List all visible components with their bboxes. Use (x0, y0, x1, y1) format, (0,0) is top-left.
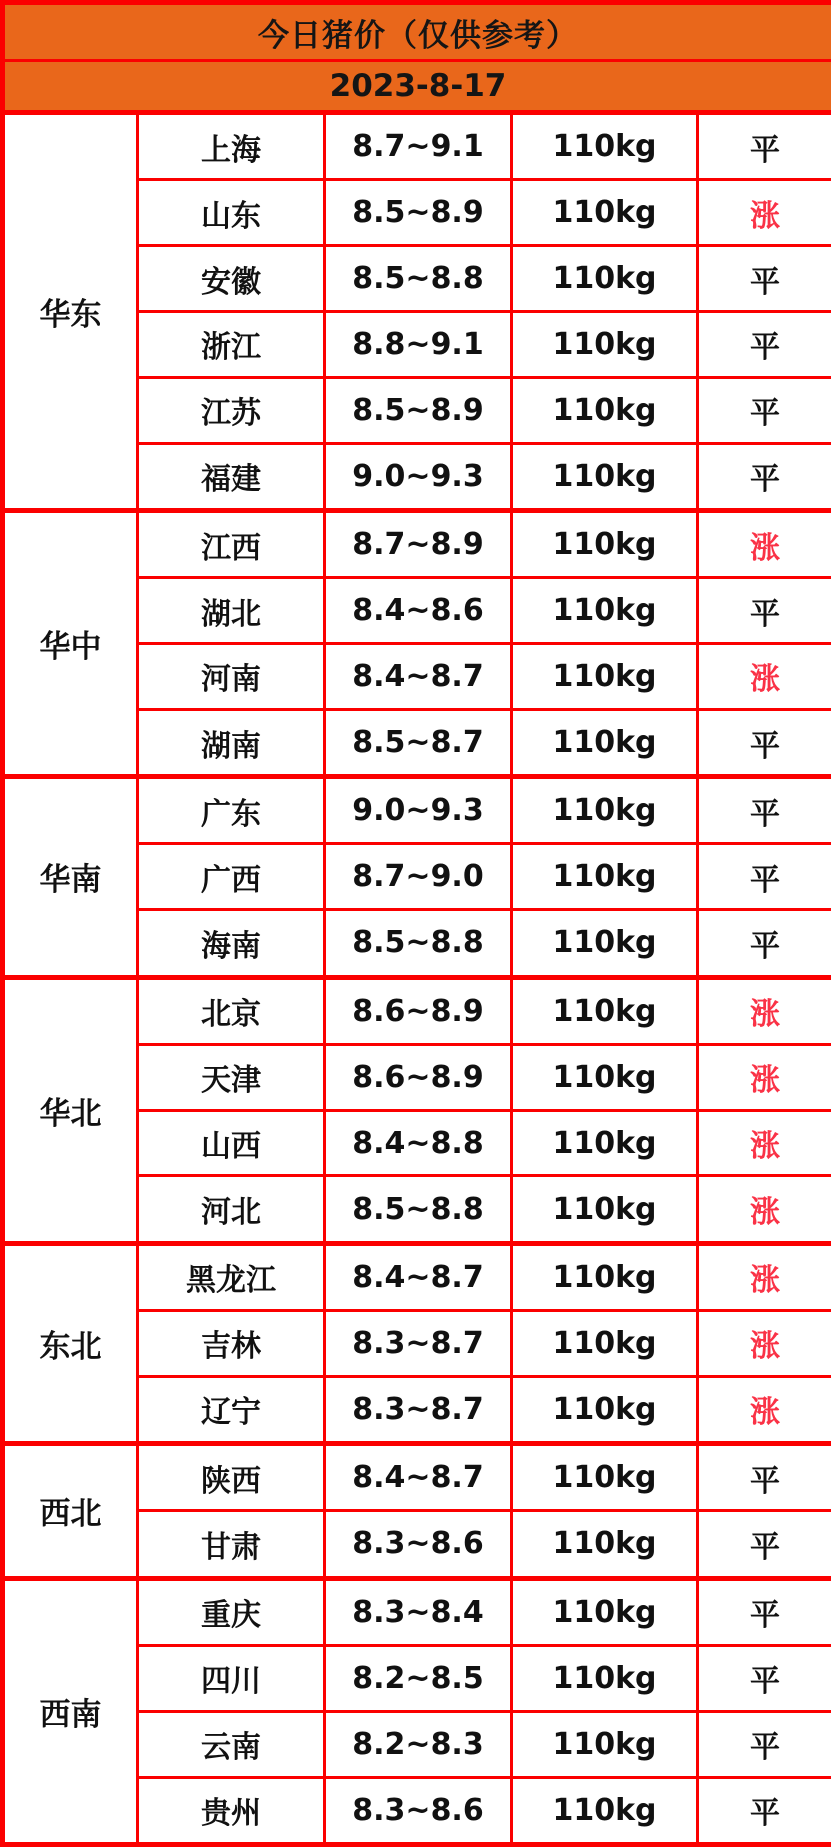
price-cell: 8.4~8.7 (325, 644, 512, 710)
province-cell: 江西 (138, 510, 325, 577)
province-cell: 北京 (138, 977, 325, 1044)
date-label: 2023-8-17 (3, 61, 831, 113)
price-cell: 8.7~8.9 (325, 510, 512, 577)
price-cell: 8.5~8.8 (325, 246, 512, 312)
price-cell: 8.5~8.8 (325, 910, 512, 977)
weight-cell: 110kg (512, 1711, 698, 1777)
province-cell: 广东 (138, 777, 325, 844)
status-cell: 平 (698, 844, 831, 910)
price-cell: 9.0~9.3 (325, 443, 512, 510)
weight-cell: 110kg (512, 1777, 698, 1844)
status-cell: 涨 (698, 1376, 831, 1443)
weight-cell: 110kg (512, 1176, 698, 1243)
price-cell: 8.5~8.8 (325, 1176, 512, 1243)
status-cell: 涨 (698, 180, 831, 246)
weight-cell: 110kg (512, 1444, 698, 1511)
province-cell: 河南 (138, 644, 325, 710)
price-cell: 8.5~8.7 (325, 709, 512, 776)
price-cell: 8.8~9.1 (325, 311, 512, 377)
status-cell: 涨 (698, 1110, 831, 1176)
price-cell: 8.5~8.9 (325, 180, 512, 246)
status-cell: 平 (698, 910, 831, 977)
province-cell: 上海 (138, 113, 325, 180)
page-title: 今日猪价（仅供参考） (3, 3, 831, 61)
province-cell: 天津 (138, 1044, 325, 1110)
title-row (3, 3, 831, 61)
province-cell: 山西 (138, 1110, 325, 1176)
status-cell: 平 (698, 113, 831, 180)
weight-cell: 110kg (512, 377, 698, 443)
price-table-body (3, 113, 831, 1845)
status-cell: 平 (698, 443, 831, 510)
weight-cell: 110kg (512, 1110, 698, 1176)
price-cell: 8.4~8.7 (325, 1444, 512, 1511)
province-cell: 山东 (138, 180, 325, 246)
status-cell: 涨 (698, 510, 831, 577)
status-cell: 平 (698, 709, 831, 776)
province-cell: 安徽 (138, 246, 325, 312)
price-cell: 9.0~9.3 (325, 777, 512, 844)
province-cell: 湖南 (138, 709, 325, 776)
price-cell: 8.7~9.1 (325, 113, 512, 180)
province-cell: 辽宁 (138, 1376, 325, 1443)
table-row (3, 510, 831, 577)
price-cell: 8.5~8.9 (325, 377, 512, 443)
table-row (3, 113, 831, 180)
weight-cell: 110kg (512, 844, 698, 910)
price-cell: 8.6~8.9 (325, 977, 512, 1044)
price-cell: 8.3~8.4 (325, 1578, 512, 1645)
province-cell: 湖北 (138, 578, 325, 644)
status-cell: 涨 (698, 1310, 831, 1376)
status-cell: 平 (698, 1711, 831, 1777)
price-cell: 8.6~8.9 (325, 1044, 512, 1110)
weight-cell: 110kg (512, 113, 698, 180)
weight-cell: 110kg (512, 578, 698, 644)
weight-cell: 110kg (512, 1310, 698, 1376)
weight-cell: 110kg (512, 510, 698, 577)
province-cell: 黑龙江 (138, 1243, 325, 1310)
status-cell: 涨 (698, 1044, 831, 1110)
weight-cell: 110kg (512, 1645, 698, 1711)
region-cell: 西南 (3, 1578, 138, 1844)
weight-cell: 110kg (512, 1243, 698, 1310)
province-cell: 四川 (138, 1645, 325, 1711)
region-cell: 华北 (3, 977, 138, 1243)
status-cell: 平 (698, 1645, 831, 1711)
weight-cell: 110kg (512, 977, 698, 1044)
price-cell: 8.4~8.6 (325, 578, 512, 644)
weight-cell: 110kg (512, 246, 698, 312)
status-cell: 平 (698, 578, 831, 644)
weight-cell: 110kg (512, 311, 698, 377)
price-cell: 8.4~8.7 (325, 1243, 512, 1310)
province-cell: 江苏 (138, 377, 325, 443)
weight-cell: 110kg (512, 777, 698, 844)
date-row (3, 61, 831, 113)
province-cell: 浙江 (138, 311, 325, 377)
status-cell: 平 (698, 246, 831, 312)
table-row (3, 1444, 831, 1511)
status-cell: 涨 (698, 977, 831, 1044)
price-cell: 8.2~8.5 (325, 1645, 512, 1711)
region-cell: 东北 (3, 1243, 138, 1443)
weight-cell: 110kg (512, 1578, 698, 1645)
region-cell: 西北 (3, 1444, 138, 1579)
province-cell: 甘肃 (138, 1511, 325, 1578)
province-cell: 吉林 (138, 1310, 325, 1376)
status-cell: 平 (698, 1511, 831, 1578)
table-row (3, 977, 831, 1044)
price-cell: 8.3~8.6 (325, 1777, 512, 1844)
weight-cell: 110kg (512, 1511, 698, 1578)
price-cell: 8.3~8.6 (325, 1511, 512, 1578)
price-cell: 8.4~8.8 (325, 1110, 512, 1176)
region-cell: 华中 (3, 510, 138, 776)
province-cell: 陕西 (138, 1444, 325, 1511)
status-cell: 平 (698, 1444, 831, 1511)
status-cell: 平 (698, 1777, 831, 1844)
status-cell: 平 (698, 311, 831, 377)
province-cell: 河北 (138, 1176, 325, 1243)
province-cell: 贵州 (138, 1777, 325, 1844)
status-cell: 涨 (698, 1243, 831, 1310)
province-cell: 福建 (138, 443, 325, 510)
province-cell: 海南 (138, 910, 325, 977)
province-cell: 广西 (138, 844, 325, 910)
weight-cell: 110kg (512, 910, 698, 977)
status-cell: 平 (698, 1578, 831, 1645)
weight-cell: 110kg (512, 709, 698, 776)
region-cell: 华南 (3, 777, 138, 977)
price-cell: 8.7~9.0 (325, 844, 512, 910)
status-cell: 平 (698, 377, 831, 443)
price-cell: 8.3~8.7 (325, 1310, 512, 1376)
table-row (3, 1578, 831, 1645)
table-row (3, 1243, 831, 1310)
price-cell: 8.2~8.3 (325, 1711, 512, 1777)
weight-cell: 110kg (512, 1376, 698, 1443)
status-cell: 平 (698, 777, 831, 844)
weight-cell: 110kg (512, 180, 698, 246)
region-cell: 华东 (3, 113, 138, 511)
table-row (3, 777, 831, 844)
weight-cell: 110kg (512, 644, 698, 710)
province-cell: 云南 (138, 1711, 325, 1777)
province-cell: 重庆 (138, 1578, 325, 1645)
weight-cell: 110kg (512, 1044, 698, 1110)
status-cell: 涨 (698, 644, 831, 710)
weight-cell: 110kg (512, 443, 698, 510)
price-cell: 8.3~8.7 (325, 1376, 512, 1443)
status-cell: 涨 (698, 1176, 831, 1243)
